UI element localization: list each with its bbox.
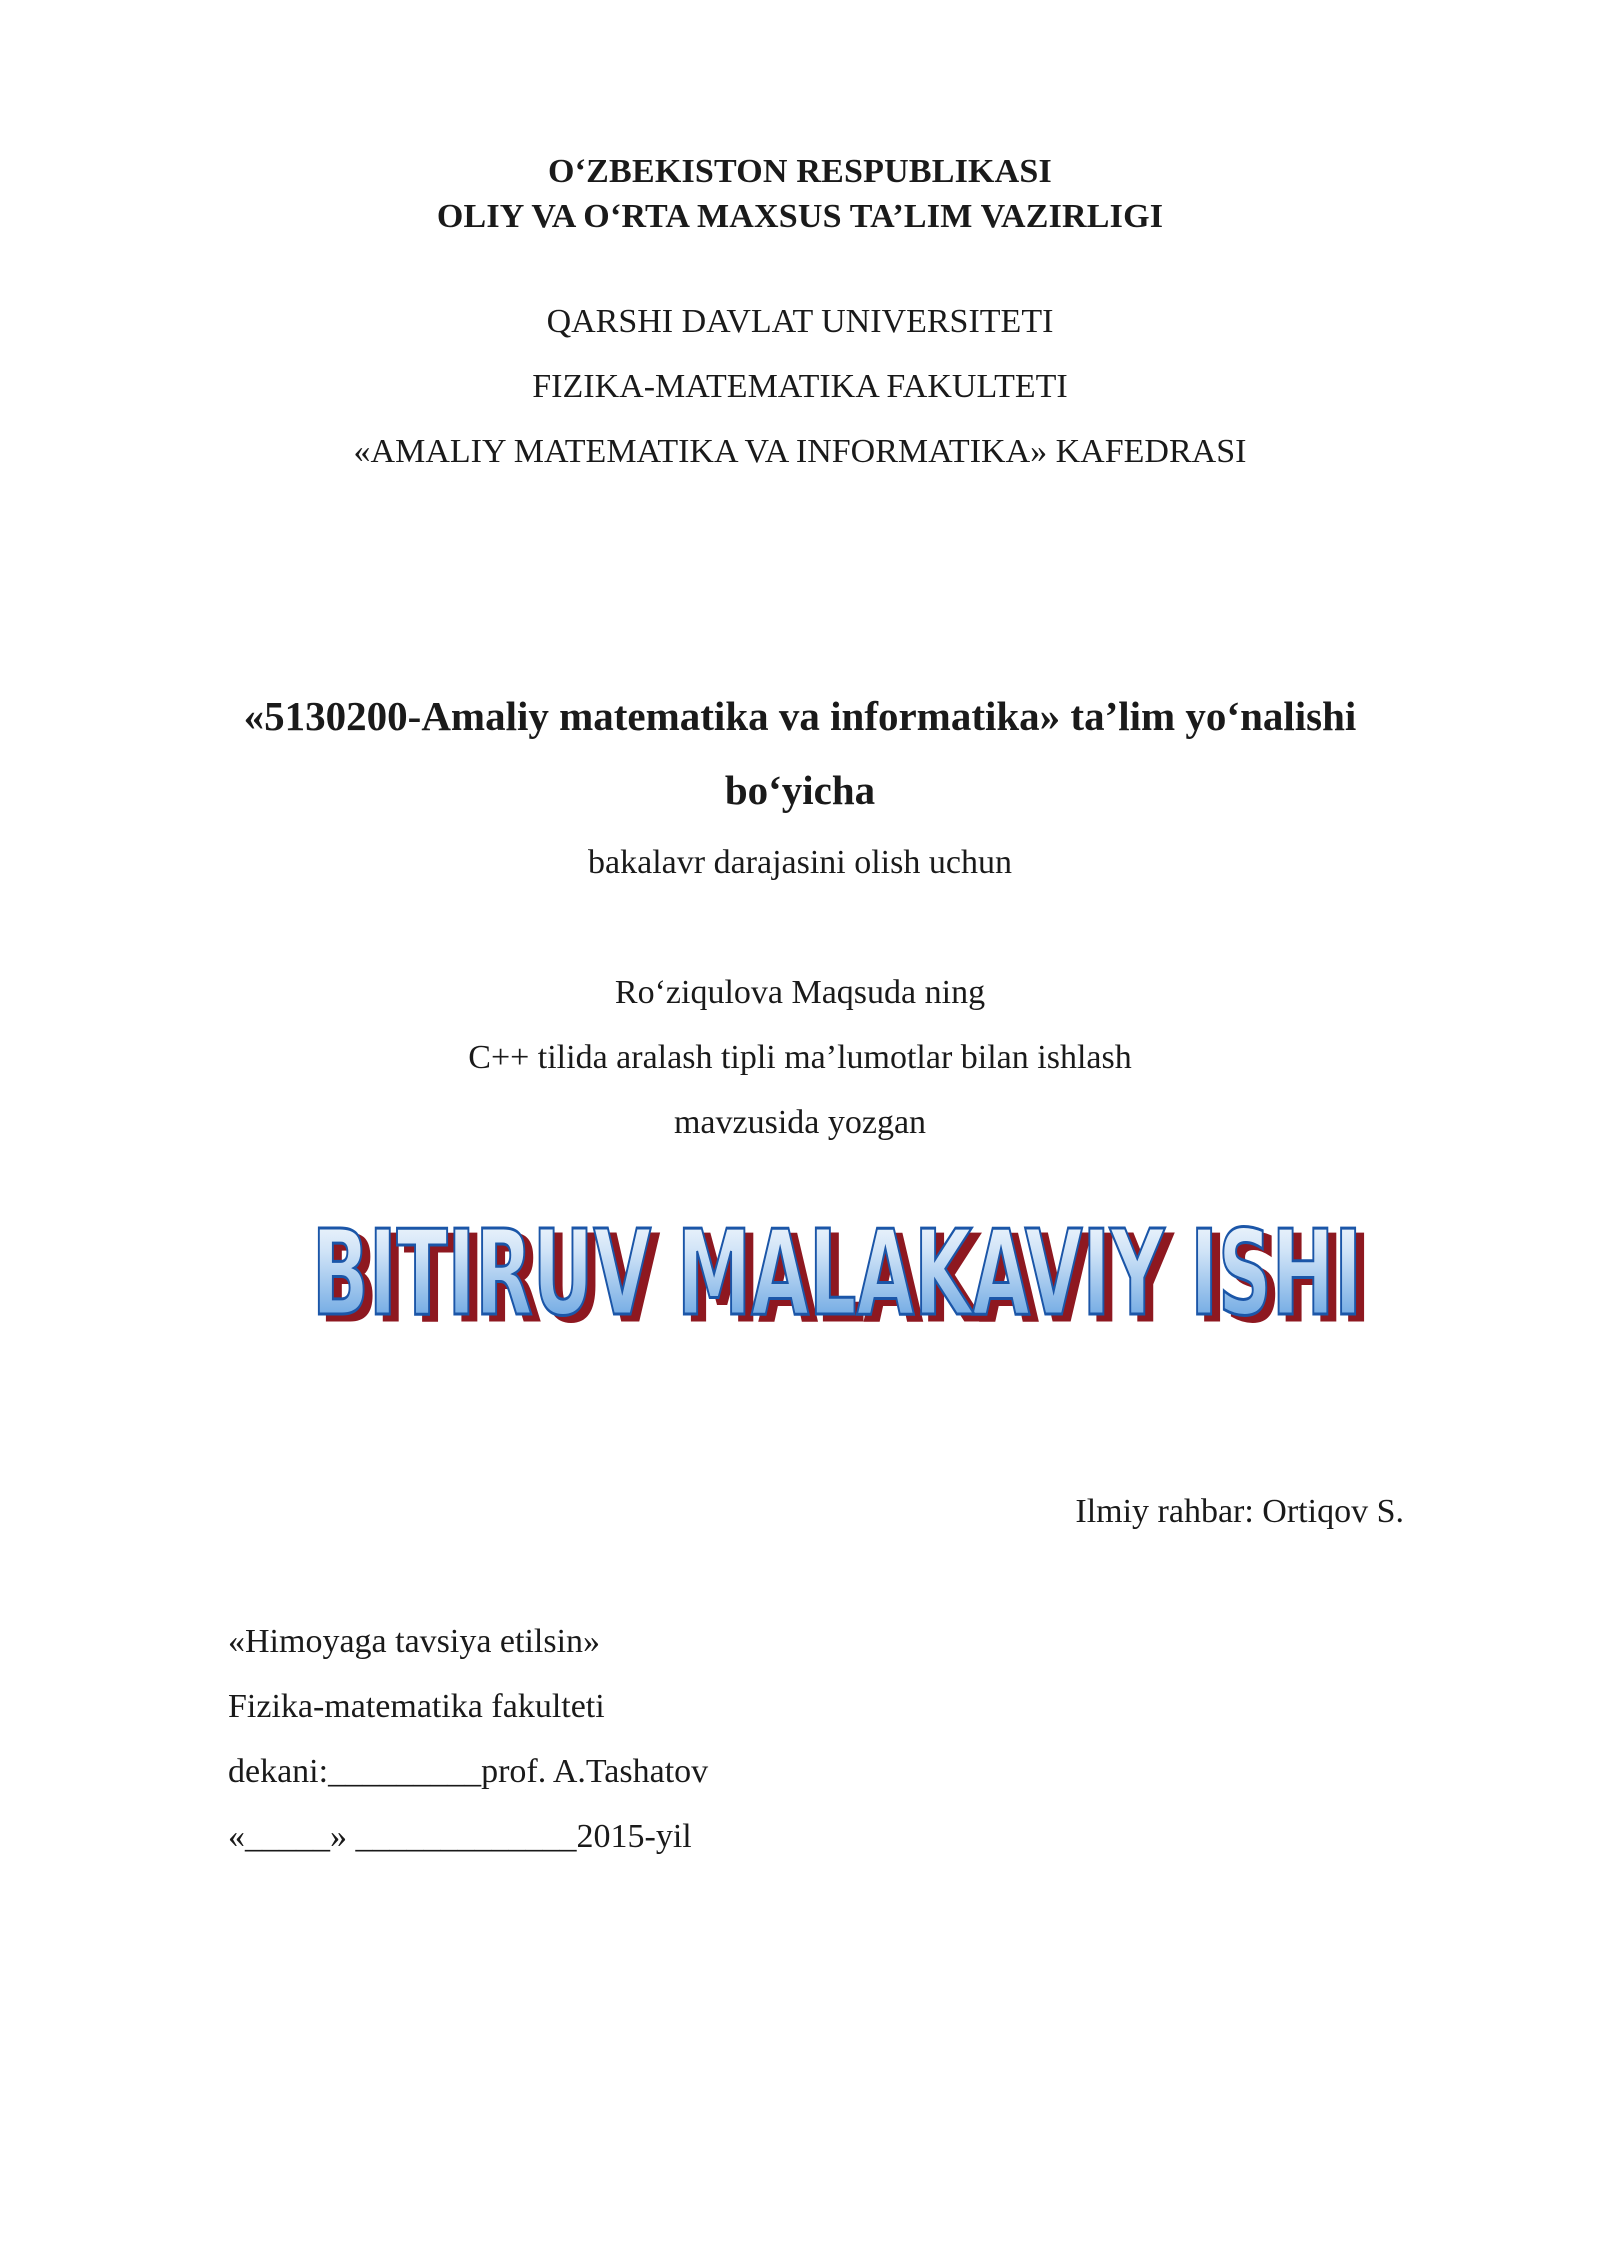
defense-recommendation: «Himoyaga tavsiya etilsin» [228, 1623, 601, 1660]
written-on-topic: mavzusida yozgan [673, 1104, 927, 1141]
thesis-title-text: BITIRUV MALAKAVIY ISHI [312, 1215, 1362, 1342]
direction-line-1: «5130200-Amaliy matematika va informatika» ta’lim yo‘nalishi [243, 693, 1357, 739]
department-name: «AMALIY MATEMATIKA VA INFORMATIKA» KAFEDRASI [353, 433, 1247, 470]
author-name: Ro‘ziqulova Maqsuda ning [614, 974, 986, 1011]
dean-signature-line: dekani:_________prof. A.Tashatov [228, 1753, 709, 1790]
direction-line-2: bo‘yicha [724, 767, 876, 813]
faculty-name: FIZIKA-MATEMATIKA FAKULTETI [532, 368, 1068, 405]
scientific-supervisor: Ilmiy rahbar: Ortiqov S. [1075, 1493, 1404, 1530]
approval-faculty: Fizika-matematika fakulteti [228, 1688, 605, 1725]
ministry-heading: OLIY VA O‘RTA MAXSUS TA’LIM VAZIRLIGI [436, 198, 1164, 235]
thesis-title-svg [0, 1215, 1600, 1345]
country-heading: O‘ZBEKISTON RESPUBLIKASI [548, 153, 1052, 190]
thesis-title-wordart [0, 1215, 1600, 1345]
thesis-title-shadow: BITIRUV MALAKAVIY ISHI [320, 1215, 1370, 1345]
thesis-topic: C++ tilida aralash tipli ma’lumotlar bilan ishlash [468, 1039, 1132, 1076]
approval-date-line: «_____» _____________2015-yil [228, 1818, 692, 1855]
degree-purpose: bakalavr darajasini olish uchun [588, 844, 1012, 881]
university-name: QARSHI DAVLAT UNIVERSITETI [546, 303, 1054, 340]
